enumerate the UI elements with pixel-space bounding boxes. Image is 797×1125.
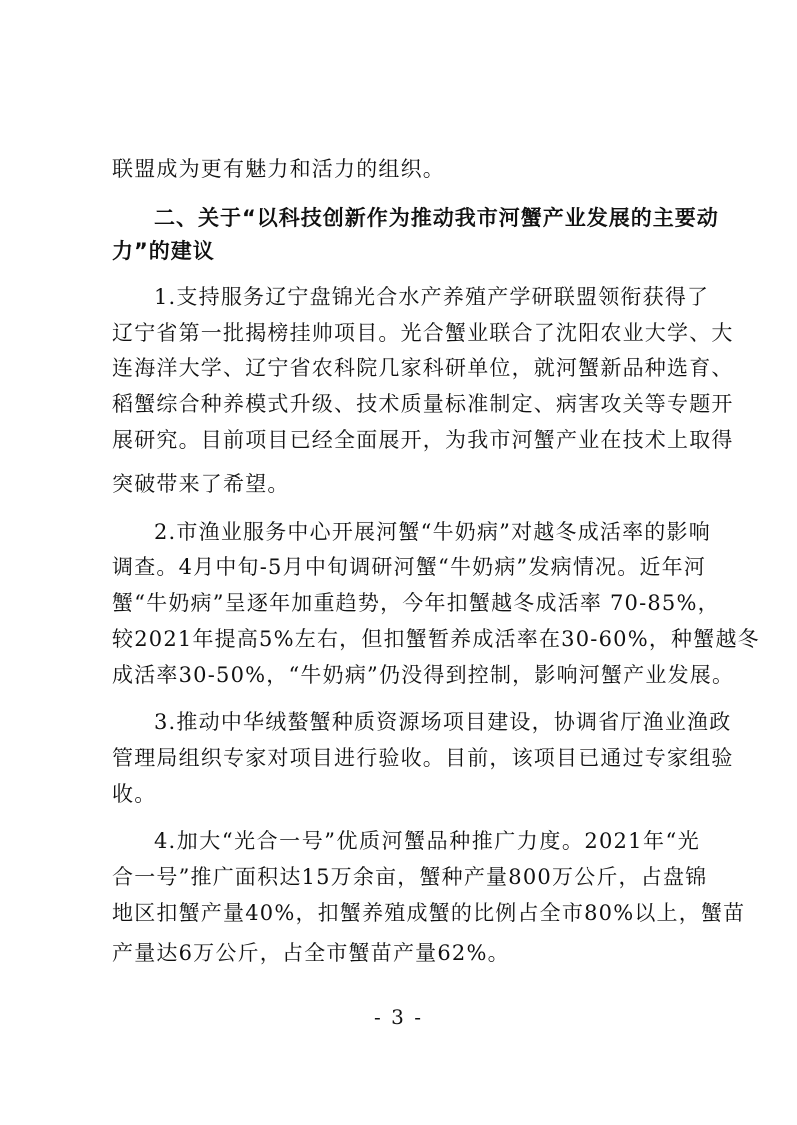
body-text-line: 稻蟹综合种养模式升级、技术质量标准制定、病害攻关等专题开: [112, 392, 734, 416]
body-text-line: 地区扣蟹产量40%，扣蟹养殖成蟹的比例占全市80%以上，蟹苗: [112, 901, 746, 925]
body-text-line: 2.市渔业服务中心开展河蟹“牛奶病”对越冬成活率的影响: [154, 520, 711, 544]
body-text-line: 收。: [112, 782, 157, 806]
body-text-line: 联盟成为更有魅力和活力的组织。: [112, 157, 445, 181]
body-text-line: 成活率30-50%，“牛奶病”仍没得到控制，影响河蟹产业发展。: [112, 663, 735, 687]
body-text-line: 管理局组织专家对项目进行验收。目前，该项目已通过专家组验: [112, 746, 734, 770]
body-text-line: 突破带来了希望。: [112, 472, 290, 496]
section-heading-line: 力”的建议: [112, 239, 215, 263]
body-text-line: 4.加大“光合一号”优质河蟹品种推广力度。2021年“光: [154, 829, 700, 853]
body-text-line: 辽宁省第一批揭榜挂帅项目。光合蟹业联合了沈阳农业大学、大: [112, 321, 734, 345]
body-text-line: 调查。4月中旬-5月中旬调研河蟹“牛奶病”发病情况。近年河: [112, 555, 707, 579]
body-text-line: 合一号”推广面积达15万余亩，蟹种产量800万公斤，占盘锦: [112, 865, 708, 889]
body-text-line: 3.推动中华绒螯蟹种质资源场项目建设，协调省厅渔业渔政: [154, 710, 732, 734]
body-text-line: 产量达6万公斤，占全市蟹苗产量62%。: [112, 941, 510, 965]
body-text-line: 蟹“牛奶病”呈逐年加重趋势，今年扣蟹越冬成活率 70-85%，: [112, 591, 720, 615]
section-heading-line: 二、关于“以科技创新作为推动我市河蟹产业发展的主要动: [154, 206, 719, 230]
body-text-line: 展研究。目前项目已经全面展开，为我市河蟹产业在技术上取得: [112, 428, 734, 452]
body-text-line: 较2021年提高5%左右，但扣蟹暂养成活率在30-60%，种蟹越冬: [112, 627, 760, 651]
body-text-line: 连海洋大学、辽宁省农科院几家科研单位，就河蟹新品种选育、: [112, 356, 734, 380]
body-text-line: 1.支持服务辽宁盘锦光合水产养殖产学研联盟领衔获得了: [154, 285, 710, 309]
page-number: - 3 -: [374, 1005, 423, 1029]
